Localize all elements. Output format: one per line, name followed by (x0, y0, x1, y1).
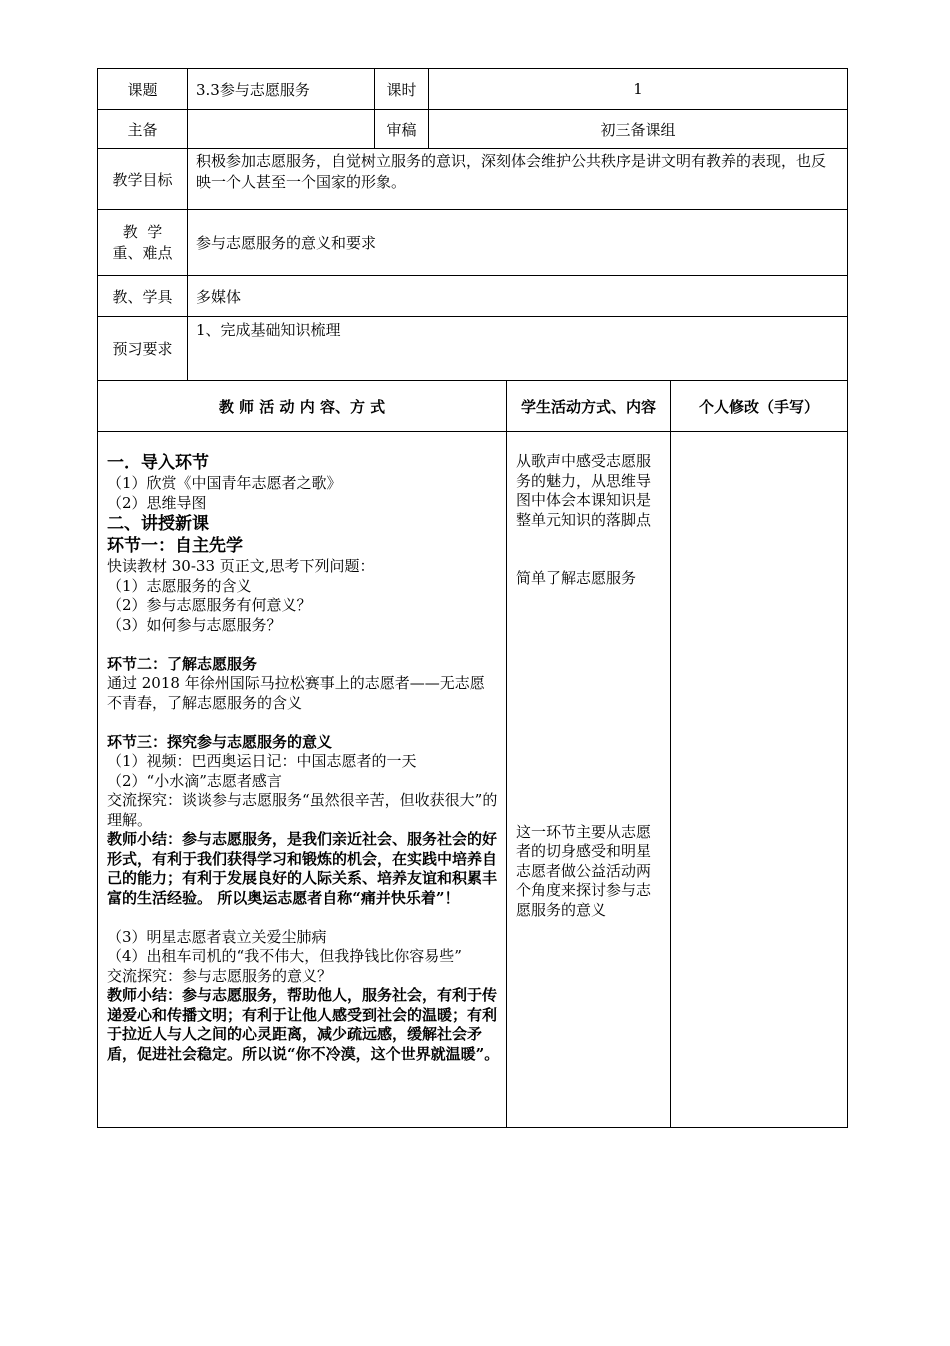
stage1-instruction: 快读教材 30-33 页正文,思考下列问题： (107, 557, 375, 575)
stage3-summary-2: 教师小结：参与志愿服务，帮助他人，服务社会，有利于传递爱心和传播文明；有利于让他人感受到社会的温暖；有利于拉近人与人之间的心灵距离，减少疏远感，缓解社会矛盾，促进社会稳定。所以说“你不冷漠，这个世界就温暖”。 (107, 986, 500, 1063)
stage3-item-4: （4）出租车司机的“我不伟大，但我挣钱比你容易些” (107, 947, 462, 965)
student-activity-cell (507, 432, 671, 1128)
stage1-title: 环节一：自主先学 (107, 536, 243, 556)
topic-value: 3.3参与志愿服务 (188, 69, 375, 110)
spacer (107, 635, 500, 655)
label-key (98, 210, 188, 276)
stage3-discussion-2: 交流探究：参与志愿服务的意义？ (107, 966, 333, 985)
label-tools: 教、学具 (98, 276, 188, 317)
review-value: 初三备课组 (429, 110, 848, 149)
row-key (98, 210, 848, 276)
stage1-question-2: （2）参与志愿服务有何意义？ (107, 596, 312, 614)
spacer (107, 908, 500, 928)
lesson-info-table (97, 68, 848, 381)
activity-body-row (98, 432, 848, 1128)
student-note-2: 简单了解志愿服务 (516, 569, 637, 587)
student-note-3: 这一环节主要从志愿者的切身感受和明星志愿者做公益活动两个角度来探讨参与志愿服务的意义 (516, 822, 652, 919)
teacher-activity-cell (98, 432, 507, 1128)
stage3-title: 环节三：探究参与志愿服务的意义 (107, 732, 333, 751)
stage1-question-3: （3）如何参与志愿服务？ (107, 615, 282, 634)
section-new-lesson-title: 二、讲授新课 (107, 514, 209, 534)
col-header-teacher: 教 师 活 动 内 容、方 式 (98, 381, 507, 432)
stage3-summary: 教师小结：参与志愿服务，是我们亲近社会、服务社会的好形式，有利于我们获得学习和锻炼的机会，在实践中培养自己的能力；有利于发展良好的人际关系、培养友谊和积累丰富的生活经验。 所以奥运志愿者自称“痛并快乐着”！ (107, 830, 498, 907)
row-goal (98, 149, 848, 210)
personal-notes-cell (671, 432, 848, 1128)
stage1-question-1: （1）志愿服务的含义 (107, 576, 252, 595)
col-header-student: 学生活动方式、内容 (507, 381, 671, 432)
stage2-text: 通过 2018 年徐州国际马拉松赛事上的志愿者——无志愿 不青春，了解志愿服务的含义 (107, 674, 485, 712)
activity-header-row (98, 381, 848, 432)
row-lead (98, 110, 848, 149)
spacer (516, 589, 662, 823)
stage2-title: 环节二：了解志愿服务 (107, 654, 258, 673)
stage3-item-2: （2）“小水滴”志愿者感言 (107, 771, 282, 790)
col-header-personal: 个人修改（手写） (671, 381, 848, 432)
activity-table (97, 380, 848, 1128)
key-value: 参与志愿服务的意义和要求 (188, 210, 848, 276)
label-goal: 教学目标 (98, 149, 188, 210)
tools-value: 多媒体 (188, 276, 848, 317)
lead-value (188, 110, 375, 149)
section-intro-title: 一．导入环节 (107, 453, 209, 473)
spacer (107, 713, 500, 733)
stage3-discussion: 交流探究：谈谈参与志愿服务“虽然很辛苦，但收获很大”的理解。 (107, 791, 498, 829)
row-topic (98, 69, 848, 110)
label-key-line2: 重、难点 (112, 243, 173, 262)
spacer (516, 530, 662, 569)
intro-item-2: （2）思维导图 (107, 493, 207, 512)
goal-value: 积极参加志愿服务，自觉树立服务的意识，深刻体会维护公共秩序是讲文明有教养的表现，也反映一个人甚至一个国家的形象。 (188, 149, 848, 210)
label-period: 课时 (375, 69, 429, 110)
intro-item-1: （1）欣赏《中国青年志愿者之歌》 (107, 474, 342, 492)
label-lead: 主备 (98, 110, 188, 149)
label-review: 审稿 (375, 110, 429, 149)
row-preview (98, 317, 848, 381)
label-key-line1: 教 学 (122, 222, 163, 241)
row-tools (98, 276, 848, 317)
preview-value: 1、完成基础知识梳理 (188, 317, 848, 381)
stage3-item-3: （3）明星志愿者袁立关爱尘肺病 (107, 927, 327, 946)
stage3-item-1: （1）视频：巴西奥运日记：中国志愿者的一天 (107, 752, 417, 770)
label-preview: 预习要求 (98, 317, 188, 381)
period-value: 1 (429, 69, 848, 110)
student-note-1: 从歌声中感受志愿服务的魅力，从思维导图中体会本课知识是整单元知识的落脚点 (516, 452, 652, 529)
label-topic: 课题 (98, 69, 188, 110)
